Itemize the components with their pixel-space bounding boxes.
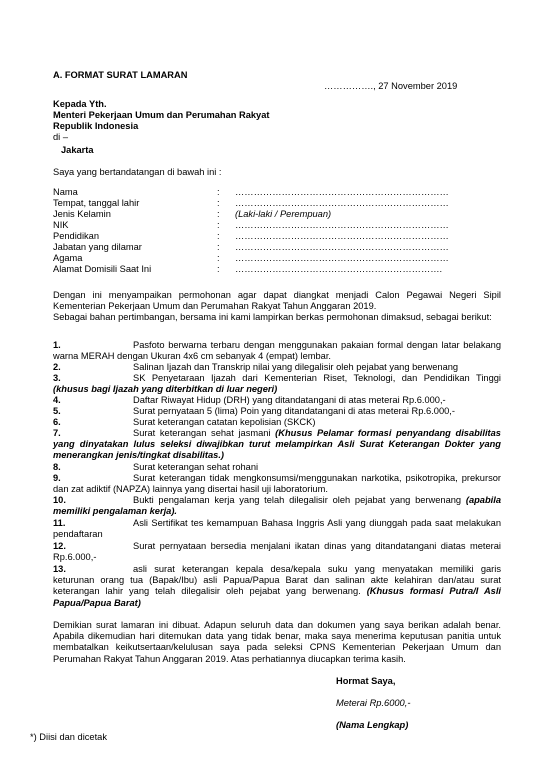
field-value: …………………………………………………………… [235, 231, 449, 241]
closing-paragraph: Demikian surat lamaran ini dibuat. Adapun seluruh data dan dokumen yang saya berikan adalah benar. Apabila dikemudian hari ditemukan data yang tidak benar, maka saya menerima keputusan panitia untuk membatalkan keikutsertaan/kelulusan saya pada seleksi CPNS Kementerian Pekerjaan Umum dan Perumahan Rakyat Tahun Anggaran 2019. Atas perhatiannya diucapkan terima kasih. [53, 620, 501, 664]
signature-salutation: Hormat Saya, [336, 676, 396, 686]
field-colon: : [217, 187, 220, 197]
item-text: asli surat keterangan kepala desa/kepala suku yang menyatakan memiliki garis keturunan orang tua (Bapak/Ibu) asli Papua/Papua Barat dan salinan akte kelahiran dan/atau surat keterangan lahir yang telah dilegalisir oleh pejabat yang berwenang. [53, 564, 501, 597]
item-note: (Khusus formasi Putra/I Asli Papua/Papua Barat) [53, 586, 501, 608]
item-number: 7. [53, 428, 61, 438]
recipient-line-4: di – [53, 132, 68, 142]
item-text: SK Penyetaraan Ijazah dari Kementerian Riset, Teknologi, dan Pendidikan Tinggi [133, 373, 501, 383]
item-text: Bukti pengalaman kerja yang telah dilegalisir oleh pejabat yang berwenang [133, 495, 462, 505]
item-text: Surat keterangan catatan kepolisian (SKCK) [133, 417, 316, 427]
field-row [53, 231, 501, 242]
footnote: *) Diisi dan dicetak [30, 732, 107, 742]
item-number: 6. [53, 417, 61, 427]
item-text: Surat keterangan sehat jasmani [133, 428, 271, 438]
field-row [53, 187, 501, 198]
field-colon: : [217, 242, 220, 252]
field-row [53, 198, 501, 209]
paragraph-attachments: Sebagai bahan pertimbangan, bersama ini kami lampirkan berkas permohonan dimaksud, sebagai berikut: [53, 312, 492, 322]
item-number: 2. [53, 362, 61, 372]
paragraph-request: Dengan ini menyampaikan permohonan agar dapat diangkat menjadi Calon Pegawai Negeri Sipil Kementerian Pekerjaan Umum dan Perumahan Rakyat Tahun Anggaran 2019. [53, 290, 501, 312]
item-number: 3. [53, 373, 61, 383]
item-number: 12. [53, 541, 66, 551]
item-number: 5. [53, 406, 61, 416]
item-note: (apabila memiliki pengalaman kerja). [53, 495, 501, 517]
item-number: 10. [53, 495, 66, 505]
field-row [53, 242, 501, 253]
field-label: Tempat, tanggal lahir [53, 198, 140, 208]
field-label: Jenis Kelamin [53, 209, 111, 219]
field-row [53, 253, 501, 264]
field-label: Pendidikan [53, 231, 100, 241]
item-text: Surat keterangan sehat rohani [133, 462, 259, 472]
field-row [53, 220, 501, 231]
field-colon: : [217, 220, 220, 230]
recipient-line-2: Menteri Pekerjaan Umum dan Perumahan Rakyat [53, 110, 270, 120]
field-colon: : [217, 231, 220, 241]
item-note: (khusus bagi Ijazah yang diterbitkan di luar negeri) [53, 384, 278, 395]
field-colon: : [217, 264, 220, 274]
field-row [53, 264, 501, 275]
field-label: NIK [53, 220, 69, 230]
field-value: …………………………………………………………… [235, 253, 449, 263]
item-text: Surat pernyataan bersedia menjalani ikatan dinas yang ditandatangani diatas meterai Rp.6.000,- [53, 541, 501, 563]
field-label: Alamat Domisili Saat Ini [53, 264, 152, 274]
field-label: Agama [53, 253, 83, 263]
stamp-note: Meterai Rp.6000,- [336, 698, 411, 708]
item-number: 4. [53, 395, 61, 405]
field-label: Jabatan yang dilamar [53, 242, 142, 252]
field-value: (Laki-laki / Perempuan) [235, 209, 332, 219]
field-value: …………………………………………………………… [235, 242, 449, 252]
item-text: Asli Sertifikat tes kemampuan Bahasa Inggris Asli yang diunggah pada saat melakukan pendaftaran [53, 518, 501, 540]
field-value: …………………………………………………………… [235, 198, 449, 208]
item-text: Daftar Riwayat Hidup (DRH) yang ditandatangani di atas meterai Rp.6.000,- [133, 395, 446, 405]
intro-text: Saya yang bertandatangan di bawah ini : [53, 167, 222, 177]
field-value: …………………………………………………………… [235, 220, 449, 230]
item-number: 1. [53, 340, 61, 350]
section-title: A. FORMAT SURAT LAMARAN [53, 70, 188, 80]
field-colon: : [217, 209, 220, 219]
item-number: 13. [53, 564, 66, 574]
item-text: Salinan Ijazah dan Transkrip nilai yang dilegalisir oleh pejabat yang berwenang [133, 362, 459, 372]
recipient-line-1: Kepada Yth. [53, 99, 107, 109]
item-note: (Khusus Pelamar formasi penyandang disabilitas yang dinyatakan lulus seleksi diwajibkan turut melampirkan Asli Surat Keterangan Dokter yang menerangkan jenis/tingkat disabilitas.) [53, 428, 501, 461]
date-line: ……………., 27 November 2019 [324, 81, 458, 91]
item-number: 8. [53, 462, 61, 472]
field-row [53, 209, 501, 220]
item-text: Surat pernyataan 5 (lima) Poin yang ditandatangani di atas meterai Rp.6.000,- [133, 406, 455, 416]
item-text: Pasfoto berwarna terbaru dengan menggunakan pakaian formal dengan latar belakang warna MERAH dengan Ukuran 4x6 cm sebanyak 4 (empat) lembar. [53, 340, 501, 362]
signature-name: (Nama Lengkap) [336, 720, 409, 730]
item-text: Surat keterangan tidak mengkonsumsi/menggunakan narkotika, psikotropika, prekursor dan zat adiktif (NAPZA) lainnya yang disertai hasil uji laboratorium. [53, 473, 501, 495]
field-label: Nama [53, 187, 78, 197]
recipient-city: Jakarta [61, 145, 94, 155]
field-value: …………………………………………………………… [235, 187, 449, 197]
item-number: 9. [53, 473, 61, 483]
recipient-line-3: Republik Indonesia [53, 121, 139, 131]
field-colon: : [217, 253, 220, 263]
field-value: …………………………………………………………. [235, 264, 443, 274]
field-colon: : [217, 198, 220, 208]
item-number: 11. [53, 518, 66, 528]
